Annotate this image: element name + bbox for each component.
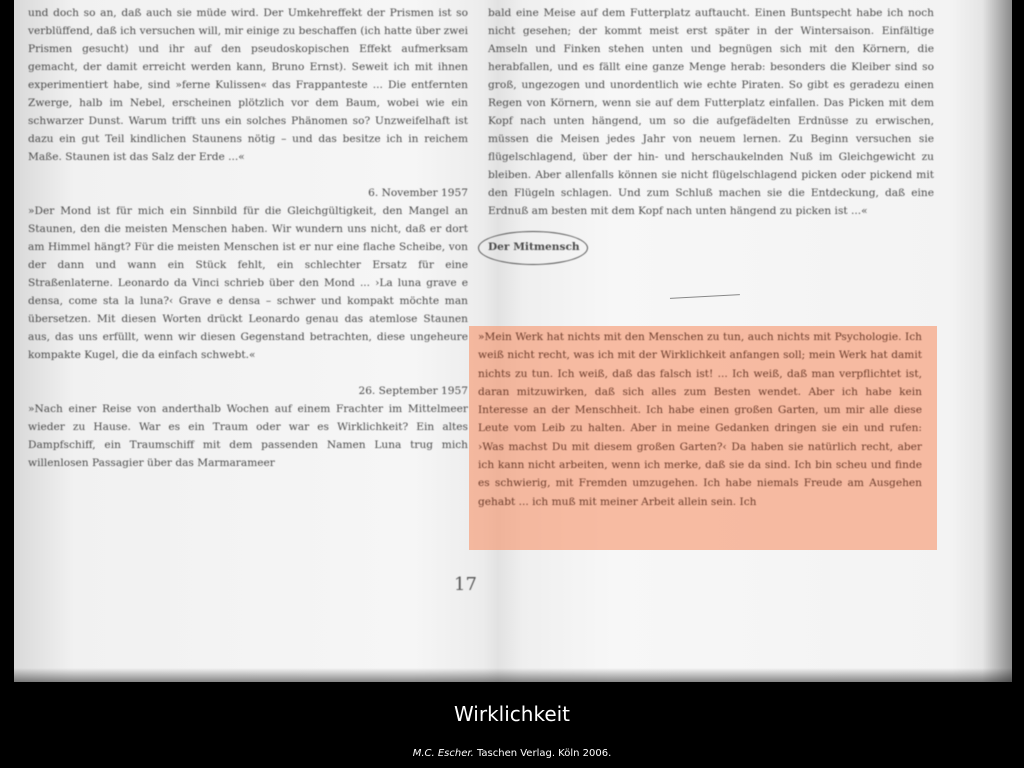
- slide-title: Wirklichkeit: [453, 702, 571, 726]
- credit-publisher: Taschen Verlag. Köln 2006.: [473, 748, 612, 759]
- highlighted-quote: »Mein Werk hat nichts mit den Menschen zu tun, auch nichts mit Psychologie. Ich weiß nicht recht, was ich mit der Wirklichkeit anfangen soll; mein Werk hat damit nichts zu tun. Ich weiß, daß das falsch ist! ... Ich weiß, daß man verpflichtet ist, daran mitzuwirken, daß sich alles zum Besten wendet. Aber ich habe kein Interesse an der Menschheit. Ich habe einen großen Garten, um mir alle diese Leute vom Leib zu halten. Aber in meine Gedanken dringen sie ein und rufen: ›Was machst Du mit diesem großen Garten?‹ Da haben sie natürlich recht, aber ich kann nicht arbeiten, wenn ich merke, daß sie da sind. Ich bin scheu und finde es schwierig, mit Fremden umzugehen. Ich habe niemals Freude am Ausgehen gehabt ... ich muß mit meiner Arbeit allein sein. Ich: [478, 331, 922, 508]
- section-heading: [488, 238, 580, 256]
- left-paragraph-3: »Nach einer Reise von anderthalb Wochen auf einem Frachter im Mittelmeer wieder zu Hause. War es ein Traum oder war es Wirklichkeit? Ein altes Dampfschiff, ein Traumschiff mit dem passenden Namen Luna trug mich willenlosen Passagier über das Marmarameer: [28, 403, 468, 469]
- page-number: 17: [454, 574, 477, 595]
- right-paragraph-1: bald eine Meise auf dem Futterplatz auftaucht. Einen Buntspecht habe ich noch nicht gesehen; der kommt meist erst später in der Wintersaison. Einfältige Amseln und Finken stehen unten und begnügen sich mit den Körnern, die herabfallen, und es fällt eine ganze Menge herab: besonders die Kleiber sind so groß, ungezogen und unordentlich wie echte Piraten. So gibt es geradezu einen Regen von Körnern, wenn sie auf dem Futterplatz einfallen. Das Picken mit dem Kopf nach unten hängend, um so die aufgefädelten Erdnüsse zu erwischen, müssen die Meisen jedes Jahr von neuem lernen. Zu Beginn versuchen sie flügelschlagend, über der hin- und herschaukelnden Nuß im Gleichgewicht zu bleiben. Aber allenfalls können sie nicht flügelschlagend picken oder pickend mit den Flügeln schlagen. Und zum Schluß machen sie die Entdeckung, daß eine Erdnuß am besten mit dem Kopf nach unten hängend zu picken ist ...«: [488, 7, 934, 217]
- right-column: [488, 4, 934, 256]
- credit-author: M.C. Escher.: [412, 748, 474, 759]
- left-column: [28, 4, 468, 472]
- date-line-1: 6. November 1957: [368, 187, 468, 199]
- left-paragraph-1: und doch so an, daß auch sie müde wird. Der Umkehreffekt der Prismen ist so verblüffend, daß ich versuchen will, mir einige zu beschaffen (ich hatte über zwei Prismen gesucht) und ihr auf den pseudoskopischen Effekt aufmerksam gemacht, der damit erreicht werden kann, Bruno Ernst). Seweit ich mit ihnen experimentiert habe, sind »ferne Kulissen« das Frappanteste ... Die entfernten Zwerge, halb im Nebel, erscheinen plötzlich vor dem Baum, wobei wie ein schwarzer Dunst. Warum trifft uns ein solches Phänomen so? Unzweifelhaft ist dazu ein gut Teil kindlichen Staunens nötig – und das besitze ich in reichem Maße. Staunen ist das Salz der Erde ...«: [28, 7, 468, 163]
- slide-credit: [0, 748, 1024, 759]
- section-heading-text: Der Mitmensch: [488, 241, 580, 253]
- date-line-2: 26. September 1957: [358, 385, 468, 397]
- page-edge: [982, 0, 1012, 682]
- left-paragraph-2: »Der Mond ist für mich ein Sinnbild für die Gleichgültigkeit, den Mangel an Staunen, den die meisten Menschen haben. Wir wundern uns nicht, daß er dort am Himmel hängt? Für die meisten Menschen ist er nur eine flache Scheibe, von der dann und wann ein Stück fehlt, ein schlechter Ersatz für eine Straßenlaterne. Leonardo da Vinci schrieb über den Mond ... ›La luna grave e densa, come sta la luna?‹ Grave e densa – schwer und kompakt möchte man übersetzen. Mit diesen Worten drückt Leonardo genau das atemlose Staunen aus, das uns erfüllt, wenn wir diesen Gegenstand betrachten, diese ungeheure kompakte Kugel, die da einfach schwebt.«: [28, 205, 468, 361]
- page-shadow: [14, 668, 1012, 682]
- hand-drawn-circle: [478, 231, 588, 265]
